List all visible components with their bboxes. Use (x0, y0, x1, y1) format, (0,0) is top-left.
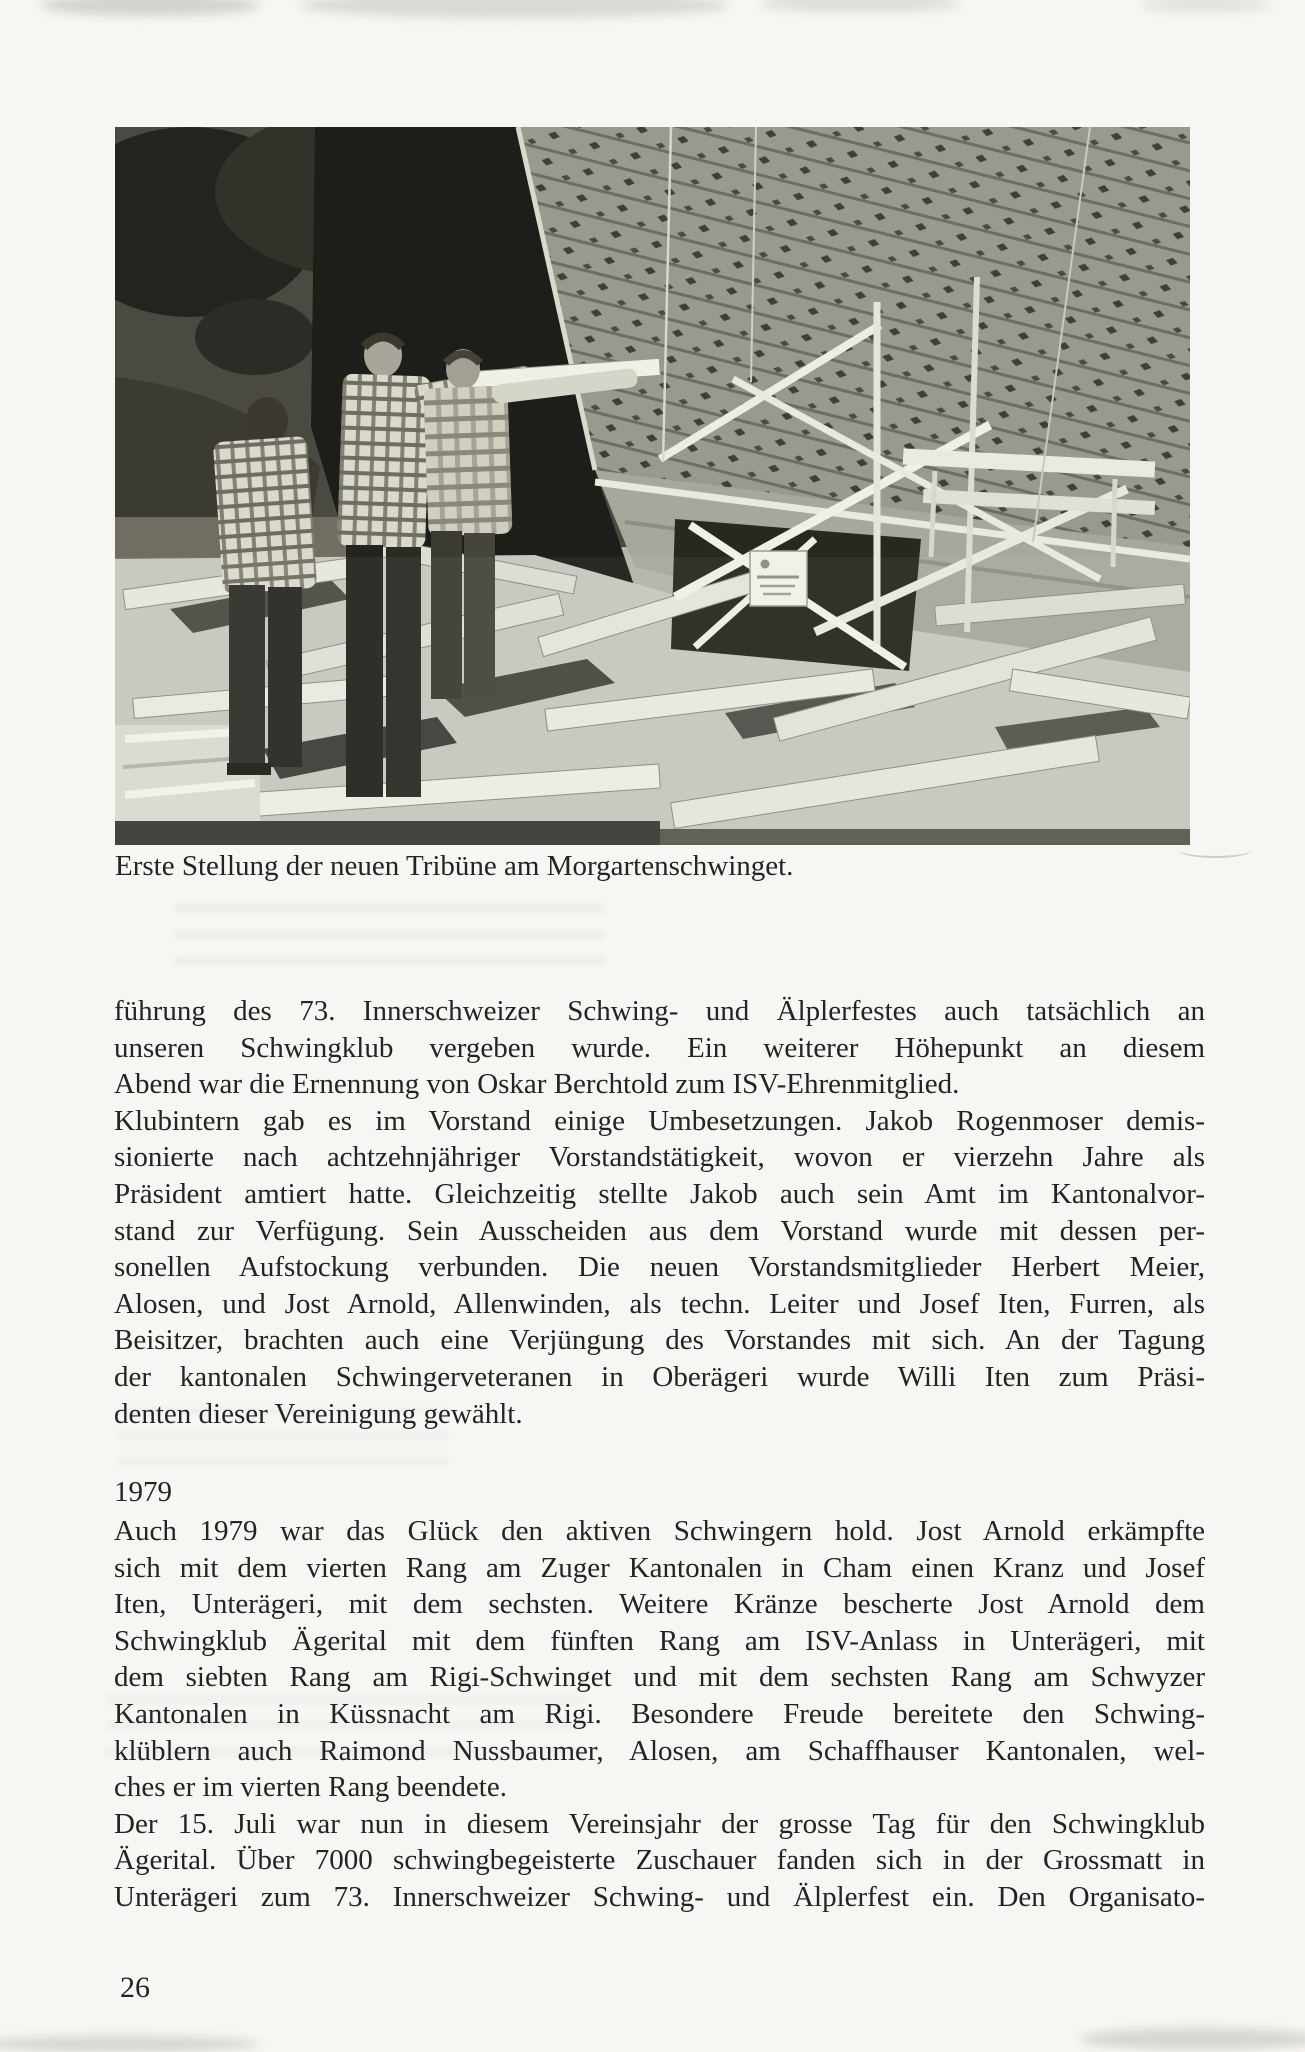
scan-artifact (1140, 0, 1270, 12)
text-line: führung des 73. Innerschweizer Schwing- und Älplerfestes auch tatsächlich an (114, 995, 1205, 1027)
photo-caption: Erste Stellung der neuen Tribüne am Morgartenschwinget. (115, 850, 794, 882)
text-line: Der 15. Juli war nun in diesem Vereinsjahr der grosse Tag für den Schwingklub (114, 1807, 1205, 1840)
text-line: denten dieser Vereinigung gewählt. (114, 1397, 523, 1430)
text-line: Ägerital. Über 7000 schwingbegeisterte Zuschauer fanden sich in der Grossmatt in (114, 1844, 1205, 1877)
text-line: Iten, Unterägeri, mit dem sechsten. Weitere Kränze bescherte Jost Arnold dem (114, 1588, 1205, 1621)
text-line: Schwingklub Ägerital mit dem fünften Rang am ISV-Anlass in Unterägeri, mit (114, 1624, 1205, 1657)
scan-artifact (0, 2036, 260, 2052)
text-line: sionierte nach achtzehnjähriger Vorstandstätigkeit, wovon er vierzehn Jahre als (114, 1141, 1205, 1174)
scan-artifact (300, 0, 730, 18)
paragraph-vorstand (114, 993, 1205, 1432)
text-line: Alosen, und Jost Arnold, Allenwinden, als techn. Leiter und Josef Iten, Furren, als (114, 1287, 1205, 1320)
text-line: dem siebten Rang am Rigi-Schwinget und mit dem sechsten Rang am Schwyzer (114, 1661, 1205, 1694)
print-through-artifact (175, 893, 605, 965)
text-line: sich mit dem vierten Rang am Zuger Kantonalen in Cham einen Kranz und Josef (114, 1551, 1205, 1584)
text-line: klüblern auch Raimond Nussbaumer, Alosen, am Schaffhauser Kantonalen, wel- (114, 1734, 1205, 1767)
text-line: Auch 1979 war das Glück den aktiven Schwingern hold. Jost Arnold erkämpfte (114, 1515, 1205, 1547)
text-line: Unterägeri zum 73. Innerschweizer Schwing- und Älplerfest ein. Den Organisato- (114, 1880, 1205, 1913)
text-line: Beisitzer, brachten auch eine Verjüngung des Vorstandes mit sich. An der Tagung (114, 1324, 1205, 1357)
text-line: Kantonalen in Küssnacht am Rigi. Besondere Freude bereitete den Schwing- (114, 1697, 1205, 1730)
text-line: unseren Schwingklub vergeben wurde. Ein weiterer Höhepunkt an diesem (114, 1031, 1205, 1064)
scan-artifact (40, 0, 260, 16)
tribune-photo-illustration (115, 127, 1190, 845)
text-line: Klubintern gab es im Vorstand einige Umbesetzungen. Jakob Rogenmoser demis- (114, 1104, 1205, 1137)
text-line: sonellen Aufstockung verbunden. Die neuen Vorstandsmitglieder Herbert Meier, (114, 1251, 1205, 1284)
tribune-photo (115, 127, 1190, 845)
text-line: Präsident amtiert hatte. Gleichzeitig stellte Jakob auch sein Amt im Kantonalvor- (114, 1177, 1205, 1210)
scan-artifact (1080, 2028, 1305, 2050)
text-line: stand zur Verfügung. Sein Ausscheiden aus dem Vorstand wurde mit dessen per- (114, 1214, 1205, 1247)
paragraph-1979 (114, 1513, 1205, 1916)
text-line: der kantonalen Schwingerveteranen in Oberägeri wurde Willi Iten zum Präsi- (114, 1360, 1205, 1393)
scan-artifact (760, 0, 960, 12)
text-line: Abend war die Ernennung von Oskar Berchtold zum ISV-Ehrenmitglied. (114, 1068, 960, 1101)
page-number: 26 (120, 1971, 150, 2004)
year-heading: 1979 (114, 1476, 172, 1508)
text-line: ches er im vierten Rang beendete. (114, 1771, 507, 1804)
